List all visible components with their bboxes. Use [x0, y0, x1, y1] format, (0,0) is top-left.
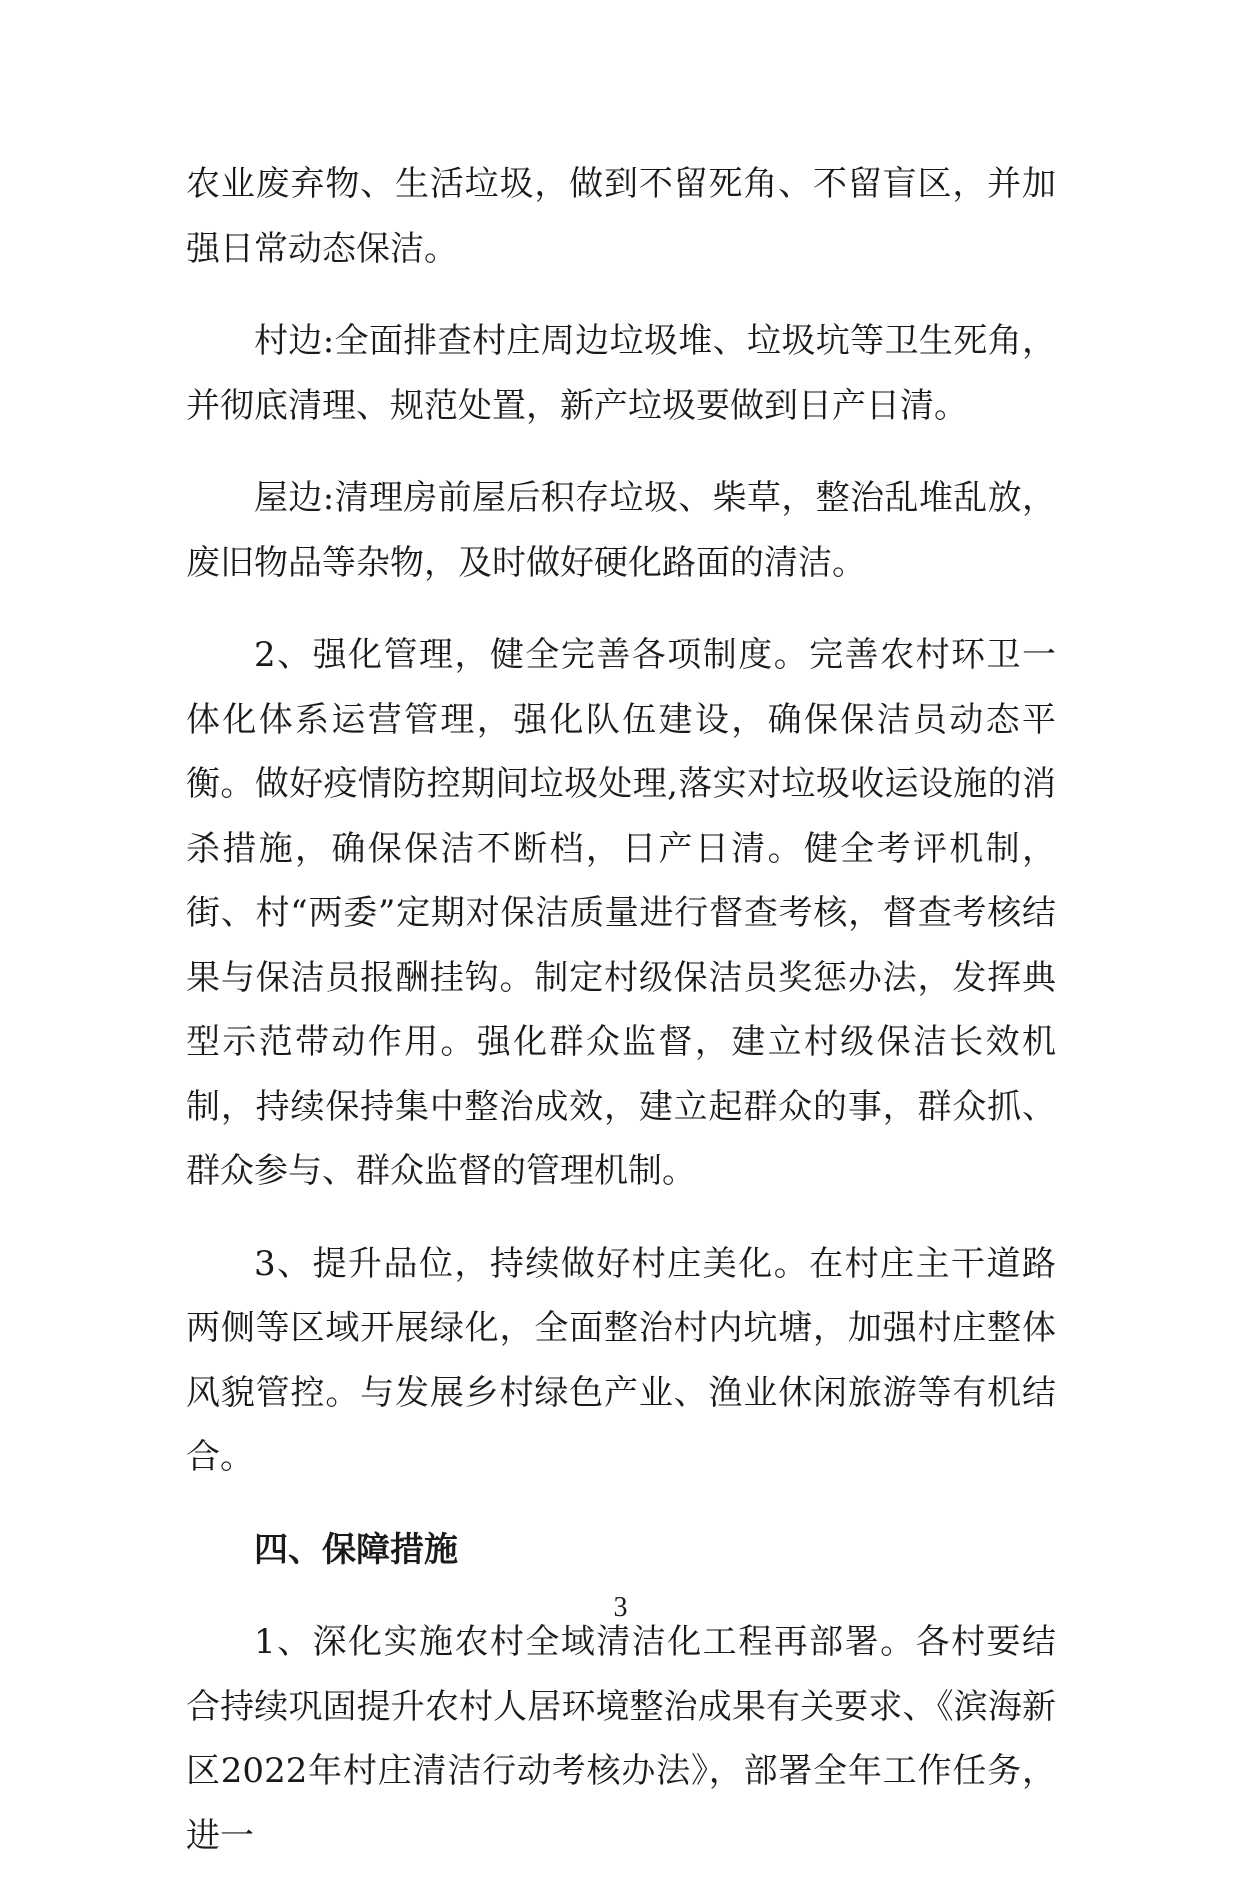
paragraph-strengthen-management: 2、强化管理，健全完善各项制度。完善农村环卫一体化体系运营管理，强化队伍建设，确保保洁员动态平衡。做好疫情防控期间垃圾处理,落实对垃圾收运设施的消杀措施，确保保洁不断档，日产日清。健全考评机制，街、村“两委”定期对保洁质量进行督查考核，督查考核结果与保洁员报酬挂钩。制定村级保洁员奖惩办法，发挥典型示范带动作用。强化群众监督，建立村级保洁长效机制，持续保持集中整治成效，建立起群众的事，群众抓、群众参与、群众监督的管理机制。 — [186, 635, 1056, 1191]
paragraph-continuation: 农业废弃物、生活垃圾，做到不留死角、不留盲区，并加强日常动态保洁。 — [186, 164, 1056, 269]
page-number: 3 — [613, 1592, 628, 1623]
paragraph-house-edge: 屋边:清理房前屋后积存垃圾、柴草，整治乱堆乱放，废旧物品等杂物，及时做好硬化路面的清洁。 — [186, 478, 1056, 583]
paragraph-village-beautification: 3、提升品位，持续做好村庄美化。在村庄主干道路两侧等区域开展绿化，全面整治村内坑塘，加强村庄整体风貌管控。与发展乡村绿色产业、渔业休闲旅游等有机结合。 — [186, 1243, 1056, 1477]
section-heading: 四、保障措施 — [254, 1529, 458, 1570]
paragraph-deepen-implementation: 1、深化实施农村全域清洁化工程再部署。各村要结合持续巩固提升农村人居环境整治成果有关要求、《滨海新区2022年村庄清洁行动考核办法》，部署全年工作任务，进一 — [186, 1622, 1056, 1856]
document-body — [186, 152, 1056, 1896]
paragraph-village-edge: 村边:全面排查村庄周边垃圾堆、垃圾坑等卫生死角，并彻底清理、规范处置，新产垃圾要做到日产日清。 — [186, 321, 1056, 426]
